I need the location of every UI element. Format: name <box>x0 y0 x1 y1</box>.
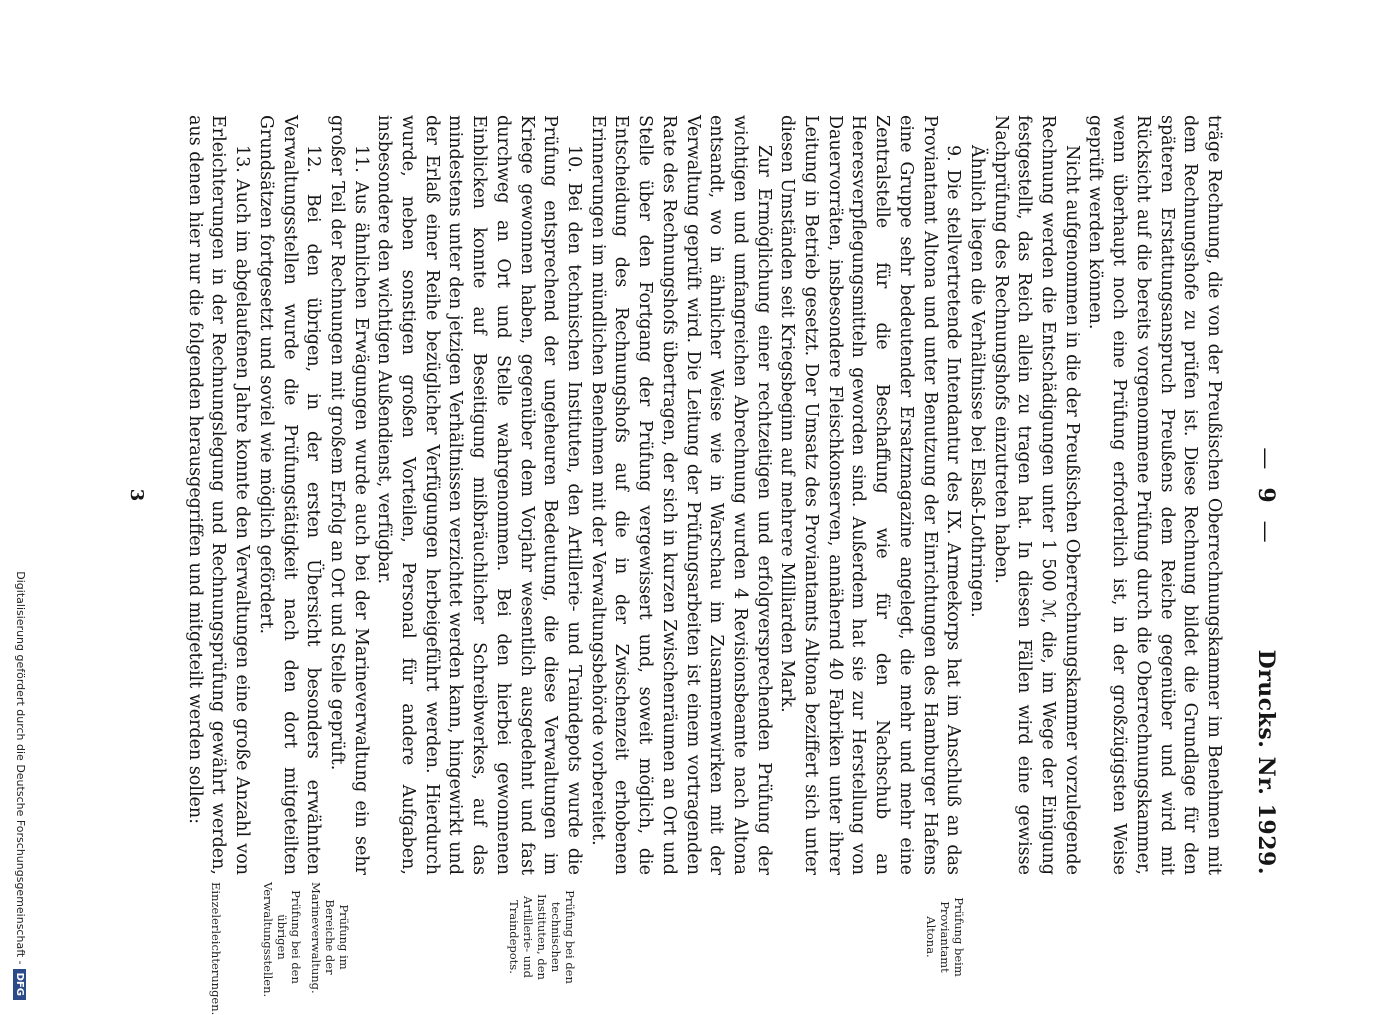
body-text <box>182 115 1225 875</box>
paragraph-continuation: träge Rechnung, die von der Preußischen Oberrechnungskammer im Benehmen mit dem Rechnungshofe zu prüfen ist. Diese Rechnung bildet die Grundlage für den späteren Erstattungsanspruch Preußens dem Reiche gegenüber und wird mit Rücksicht auf die bereits vorgenommene Prüfung durch die Oberrechnungskammer, wenn überhaupt noch eine Prüfung erforderlich ist, in der großzügigsten Weise geprüft werden können. <box>1085 115 1224 875</box>
dfg-logo: DFG <box>14 969 27 1000</box>
paragraph-11: 11. Aus ähnlichen Erwägungen wurde auch bei der Marineverwaltung ein sehr großer Teil der Rechnungen mit großem Erfolg an Ort und Stelle geprüft. <box>326 115 371 875</box>
margin-note-navy: Prüfung im Bereiche der Marineverwaltung. <box>309 882 351 994</box>
digitization-text: Digitalisierung gefördert durch die Deutsche Forschungsgemeinschaft - <box>14 571 27 965</box>
dash-right: — <box>1253 520 1278 543</box>
page-number-value: 9 <box>1253 487 1279 503</box>
margin-note-altona: Prüfung beim Proviantamt Altona. <box>924 897 966 977</box>
paragraph-compensation: Nicht aufgenommen in die der Preußischen Oberrechnungskammer vorzulegende Rechnung werden die Entschädigungen unter 1 500 ℳ, die, im Wege der Einigung festgestellt, das Reich allein zu tragen hat. In diesen Fällen wird eine gewisse Nachprüfung des Rechnungshofs einzutreten haben. <box>990 115 1082 875</box>
sheet-number: 3 <box>126 488 147 502</box>
paragraph-9: 9. Die stellvertretende Intendantur des IX. Armeekorps hat im Anschluß an das Proviantamt Altona und unter Benutzung der Einrichtungen des Hamburger Hafens eine Gruppe sehr bedeutender Ersatzmagazine angelegt, die mehr und mehr eine Zentralstelle für die Beschaffung wie für den Nachschub an Heeresverpflegungsmitteln geworden sind. Außerdem hat sie zur Herstellung von Dauervorräten, insbesondere Fleischkonserven, annähernd 40 Fabriken unter ihrer Leitung in Betrieb gesetzt. Der Umsatz des Proviantamts Altona beziffert sich unter diesen Umständen seit Kriegsbeginn auf mehrere Milliarden Mark. <box>777 115 964 875</box>
margin-note-relief: Einzelerleichterungen. <box>209 882 223 1015</box>
paragraph-12: 12. Bei den übrigen, in der ersten Übersicht besonders erwähnten Verwaltungsstellen wurde die Prüfungstätigkeit nach den dort mitgeteilten Grundsätzen fortgesetzt und soviel wie möglich gefördert. <box>255 115 324 875</box>
paragraph-audit-altona: Zur Ermöglichung einer rechtzeitigen und erfolgversprechenden Prüfung der wichtigen und umfangreichen Abrechnung wurden 4 Revisionsbeamte nach Altona entsandt, wo in ähnlicher Weise wie in Warschau im Zusammenwirken mit der Verwaltung geprüft wird. Die Leitung der Prüfungsarbeiten ist einem vortragenden Rate des Rechnungshofs übertragen, der sich in kurzen Zwischenräumen an Ort und Stelle über den Fortgang der Prüfung vergewissert und, soweit möglich, die Entscheidung des Rechnungshofs auf die in der Zwischenzeit erhobenen Erinnerungen im mündlichen Benehmen mit der Verwaltungsbehörde vorbereitet. <box>587 115 774 875</box>
document-reference: Drucks. Nr. 1929. <box>1253 649 1279 875</box>
paragraph-10: 10. Bei den technischen Instituten, den Artillerie- und Traindepots wurde die Prüfung entsprechend der ungeheuren Bedeutung, die diese Verwaltungen im Kriege gewonnen haben, gegenüber dem Vorjahr wesentlich ausgedehnt und fast durchweg an Ort und Stelle wahrgenommen. Bei den hierbei gewonnenen Einblicken konnte auf Beseitigung mißbräuchlicher Schreibwerkes, auf das mindestens unter den jetzigen Verhältnissen verzichtet werden kann, hingewirkt und der Erlaß einer Reihe bezüglicher Verfügungen herbeigeführt werden. Hierdurch wurde, neben sonstigen großen Vorteilen, Personal für andere Aufgaben, insbesondere den wichtigen Außendienst, verfügbar. <box>374 115 585 875</box>
margin-note-other-offices: Prüfung bei den übrigen Verwaltungsstellen. <box>261 882 303 998</box>
margin-note-technical-institutes: Prüfung bei den technischen Instituten, den Artillerie- und Traindepots. <box>507 890 577 984</box>
paragraph-alsace-lorraine: Ähnlich liegen die Verhältnisse bei Elsaß-Lothringen. <box>966 145 987 618</box>
dash-left: — <box>1253 447 1278 470</box>
paragraph-13: 13. Auch im abgelaufenen Jahre konnte den Verwaltungen eine große Anzahl von Erleichterungen in der Rechnungslegung und Rechnungsprüfung gewährt werden, aus denen hier nur die folgenden herausgegriffen und mitgeteilt werden sollen: <box>184 115 253 875</box>
page-header <box>1249 115 1279 875</box>
digitization-credit <box>7 0 27 1000</box>
